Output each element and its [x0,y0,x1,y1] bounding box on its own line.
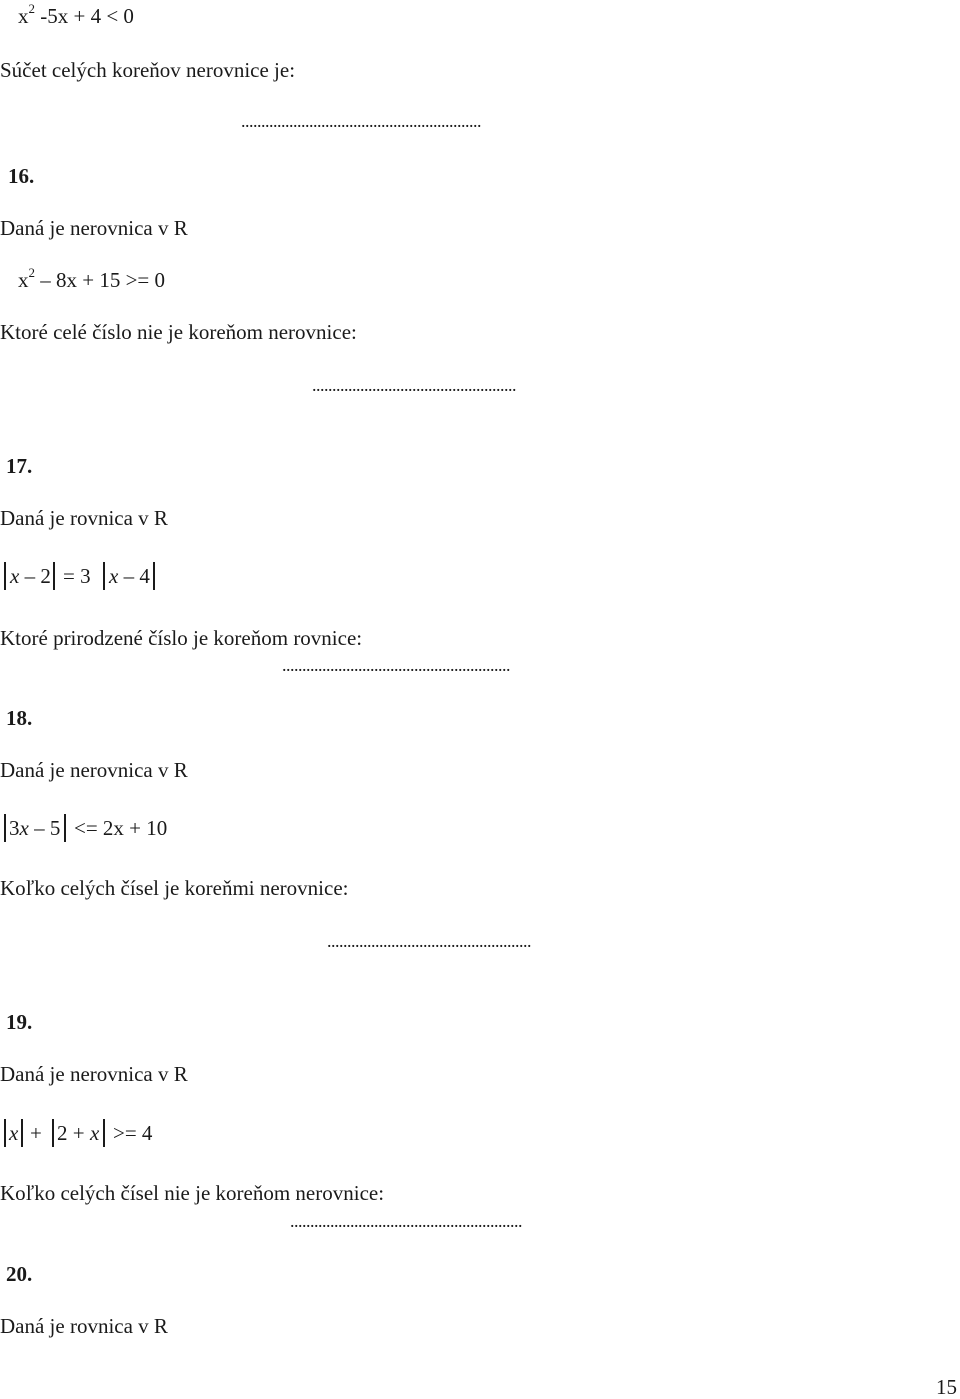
q20-intro: Daná je rovnica v R [0,1314,168,1338]
q17-var-x2: x [109,564,119,588]
q17-intro: Daná je rovnica v R [0,506,168,530]
q17-term1 [10,566,51,587]
q19-question: Koľko celých čísel nie je koreňom nerovnice: [0,1181,385,1205]
q16-question: Ktoré celé číslo nie je koreňom nerovnice: [0,320,357,344]
q17-equals-3: = 3 [63,564,91,588]
q17-abs-bar [4,562,6,590]
q16-intro: Daná je nerovnica v R [0,216,188,240]
q17-term2 [109,566,150,587]
q19-number: 19. [6,1010,33,1034]
q18-question: Koľko celých čísel je koreňmi nerovnice: [0,876,349,900]
q17-number: 17. [6,454,33,478]
q19-var-x2: x [90,1121,100,1145]
q19-two-plus: 2 + [57,1121,85,1145]
q17-minus-2: – 2 [19,564,51,588]
q18-answer-line: ................................................... [327,931,531,951]
q19-abs-bar [52,1119,54,1147]
q15-question: Súčet celých koreňov nerovnice je: [0,58,296,82]
q16-ineq-rest: – 8x + 15 >= 0 [35,268,166,292]
q17-minus-4: – 4 [118,564,150,588]
q19-answer-line: .......................................................... [290,1211,522,1231]
q18-abs-bar [64,814,66,842]
q18-intro: Daná je nerovnica v R [0,758,188,782]
q17-answer-line: ......................................................... [282,655,510,675]
q17-abs-bar [53,562,55,590]
q19-intro: Daná je nerovnica v R [0,1062,188,1086]
q18-number: 18. [6,706,33,730]
q19-plus: + [30,1121,42,1145]
q16-inequality [18,265,166,292]
q15-ineq-rest: -5x + 4 < 0 [35,4,134,28]
q16-answer-line: ................................................... [312,375,516,395]
q19-var-x1: x [9,1121,19,1145]
q18-minus-5: – 5 [28,816,61,840]
q18-rhs: <= 2x + 10 [74,816,168,840]
q17-abs-bar [103,562,105,590]
q19-abs-bar [4,1119,6,1147]
q16-ineq-sup: 2 [28,265,35,280]
q19-abs-bar [103,1119,105,1147]
q15-ineq-x: x [18,4,29,28]
q18-coef-3: 3 [9,816,20,840]
q16-ineq-x: x [18,268,29,292]
q15-answer-line: ............................................................ [241,111,481,131]
q16-number: 16. [8,164,35,188]
q17-var-x1: x [10,564,20,588]
q18-abs-bar [4,814,6,842]
page-number: 15 [936,1375,957,1399]
q17-abs-bar [153,562,155,590]
q18-var-x: x [19,816,29,840]
q18-term [9,818,60,839]
q15-ineq-sup: 2 [28,1,35,16]
q20-number: 20. [6,1262,33,1286]
q15-inequality [18,1,134,28]
q17-question: Ktoré prirodzené číslo je koreňom rovnice: [0,626,363,650]
q19-abs-bar [21,1119,23,1147]
q19-rhs: >= 4 [113,1121,153,1145]
